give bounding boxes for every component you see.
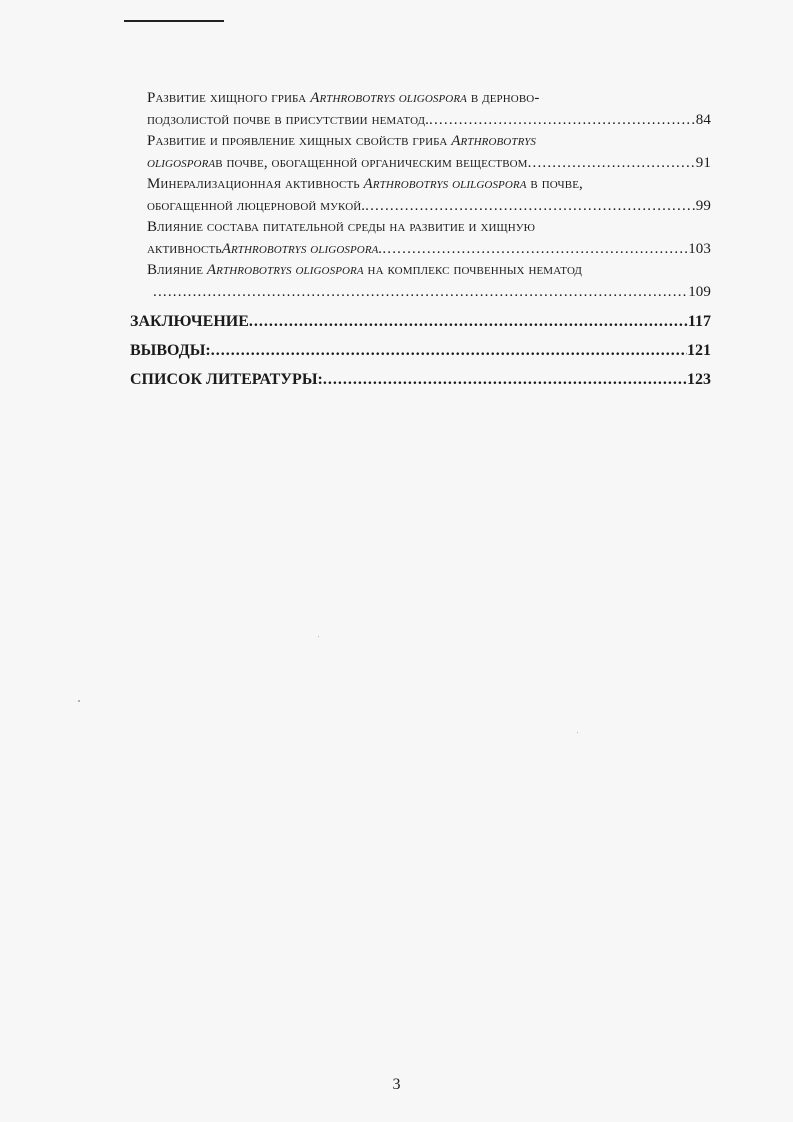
toc-entry-references[interactable]: СПИСОК ЛИТЕРАТУРЫ: ..... 123 [130, 369, 711, 390]
toc-leader [429, 110, 696, 132]
toc-subsections [130, 88, 711, 303]
toc-entry-conclusion[interactable]: ЗАКЛЮЧЕНИЕ ..... 117 [130, 311, 711, 332]
toc-page-number: 123 [687, 371, 711, 388]
page-number: 3 [392, 1076, 401, 1093]
toc-leader [153, 282, 688, 304]
toc-page-number: 109 [688, 283, 711, 300]
toc-entry[interactable]: Развитие и проявление хищных свойств гриба Arthrobotrys oligospora в почве, обогащенной органическим веществом ..... 91 [147, 131, 711, 174]
toc-leader [528, 153, 696, 175]
toc-page-number: 117 [687, 313, 711, 330]
toc-page-number: 103 [688, 240, 711, 257]
toc-page-number: 91 [695, 154, 711, 171]
toc-page-number: 121 [687, 342, 711, 359]
toc-page-number: 99 [695, 197, 711, 214]
toc-page-number: 84 [695, 111, 711, 128]
toc-leader [323, 369, 687, 390]
table-of-contents [130, 88, 711, 390]
toc-entry[interactable]: Влияние состава питательной среды на развитие и хищную активность Arthrobotrys oligospora. ..... 103 [147, 217, 711, 260]
toc-entry[interactable]: Минерализационная активность Arthrobotrys olilgospora в почве, обогащенной люцерновой мукой. ..... 99 [147, 174, 711, 217]
top-rule [124, 20, 224, 22]
toc-leader [382, 239, 688, 261]
toc-leader [249, 311, 688, 332]
scan-speck [78, 700, 80, 702]
scan-speck [577, 732, 578, 733]
toc-leader [365, 196, 696, 218]
toc-leader [211, 340, 687, 361]
toc-entry[interactable]: Развитие хищного гриба Arthrobotrys oligospora в дерново- подзолистой почве в присутствии нематод. ..... 84 [147, 88, 711, 131]
toc-entry[interactable]: Влияние Arthrobotrys oligospora на комплекс почвенных нематод ..... 109 [147, 260, 711, 303]
toc-entry-findings[interactable]: ВЫВОДЫ: ..... 121 [130, 340, 711, 361]
scan-speck [318, 636, 319, 637]
